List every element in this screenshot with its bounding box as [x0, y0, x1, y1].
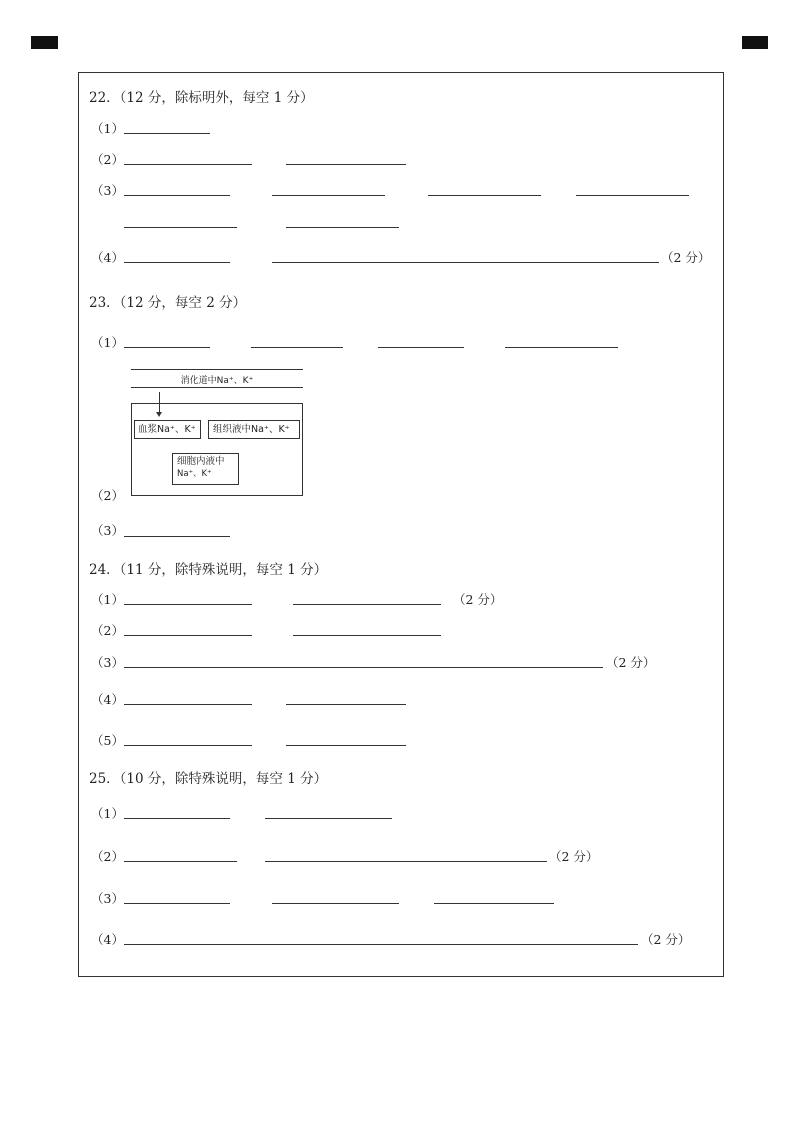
q24-5-blank-a[interactable] [124, 745, 252, 746]
q22-4-blank-a[interactable] [124, 262, 230, 263]
q22-3-blank-c[interactable] [428, 195, 541, 196]
diagram-arrow-line [159, 392, 160, 414]
q24-label-5: （5） [91, 733, 124, 748]
q22-2-blank-a[interactable] [124, 164, 252, 165]
q22-label-3: （3） [91, 183, 124, 198]
q25-4-blank-a[interactable] [124, 944, 638, 945]
diagram-intracellular-line2: Na⁺、K⁺ [177, 469, 212, 479]
q25-label-3: （3） [91, 891, 124, 906]
diagram-tissue-fluid-box: 组织液中Na⁺、K⁺ [208, 420, 300, 439]
diagram-plasma-box: 血浆Na⁺、K⁺ [134, 420, 201, 439]
q23-1-blank-d[interactable] [505, 347, 618, 348]
diagram-digestive-tract-label: 消化道中Na⁺、K⁺ [180, 376, 254, 386]
q24-label-3: （3） [91, 655, 124, 670]
q23-label-1: （1） [91, 335, 124, 350]
q23-1-blank-a[interactable] [124, 347, 210, 348]
answer-sheet [78, 72, 724, 977]
q22-3-blank-b[interactable] [272, 195, 385, 196]
q22-label-4: （4） [91, 250, 124, 265]
q24-4-blank-a[interactable] [124, 704, 252, 705]
ion-transport-diagram [131, 369, 305, 497]
q24-2-blank-a[interactable] [124, 635, 252, 636]
q23-3-blank-a[interactable] [124, 536, 230, 537]
q24-5-blank-b[interactable] [286, 745, 406, 746]
q24-1-blank-a[interactable] [124, 604, 252, 605]
q22-4-points: （2 分） [661, 250, 711, 265]
q24-label-4: （4） [91, 692, 124, 707]
q24-1-blank-b[interactable] [293, 604, 441, 605]
question-22-header: 22．（12 分，除标明外，每空 1 分） [89, 90, 314, 106]
q23-label-3: （3） [91, 523, 124, 538]
q24-label-2: （2） [91, 623, 124, 638]
q22-3-blank-e[interactable] [124, 227, 237, 228]
q25-label-1: （1） [91, 806, 124, 821]
q25-1-blank-a[interactable] [124, 818, 230, 819]
q25-3-blank-b[interactable] [272, 903, 399, 904]
registration-mark-left [31, 36, 58, 49]
q23-1-blank-b[interactable] [251, 347, 343, 348]
question-25-header: 25．（10 分，除特殊说明，每空 1 分） [89, 771, 328, 787]
q22-label-1: （1） [91, 121, 124, 136]
q22-3-blank-f[interactable] [286, 227, 399, 228]
diagram-top-rule [131, 369, 303, 370]
q22-3-blank-d[interactable] [576, 195, 689, 196]
q25-1-blank-b[interactable] [265, 818, 392, 819]
q22-4-blank-b[interactable] [272, 262, 659, 263]
arrow-down-icon [156, 412, 162, 417]
q25-3-blank-c[interactable] [434, 903, 554, 904]
q22-label-2: （2） [91, 152, 124, 167]
q24-4-blank-b[interactable] [286, 704, 406, 705]
question-23-header: 23．（12 分，每空 2 分） [89, 295, 247, 311]
q25-3-blank-a[interactable] [124, 903, 230, 904]
q25-2-points: （2 分） [549, 849, 599, 864]
diagram-intracellular-line1: 细胞内液中 [177, 456, 225, 467]
q25-4-points: （2 分） [641, 932, 691, 947]
q24-label-1: （1） [91, 592, 124, 607]
q22-1-blank-a[interactable] [124, 133, 210, 134]
diagram-mid-rule [131, 387, 303, 388]
q25-2-blank-b[interactable] [265, 861, 547, 862]
registration-mark-right [742, 36, 768, 49]
q25-label-2: （2） [91, 849, 124, 864]
q25-2-blank-a[interactable] [124, 861, 237, 862]
q22-2-blank-b[interactable] [286, 164, 406, 165]
q23-label-2: （2） [91, 488, 124, 503]
q24-3-blank-a[interactable] [124, 667, 603, 668]
q25-label-4: （4） [91, 932, 124, 947]
q24-3-points: （2 分） [606, 655, 656, 670]
q22-3-blank-a[interactable] [124, 195, 230, 196]
question-24-header: 24．（11 分，除特殊说明，每空 1 分） [89, 562, 328, 578]
q24-1-points: （2 分） [453, 592, 503, 607]
q24-2-blank-b[interactable] [293, 635, 441, 636]
q23-1-blank-c[interactable] [378, 347, 464, 348]
diagram-intracellular-box [172, 453, 239, 485]
